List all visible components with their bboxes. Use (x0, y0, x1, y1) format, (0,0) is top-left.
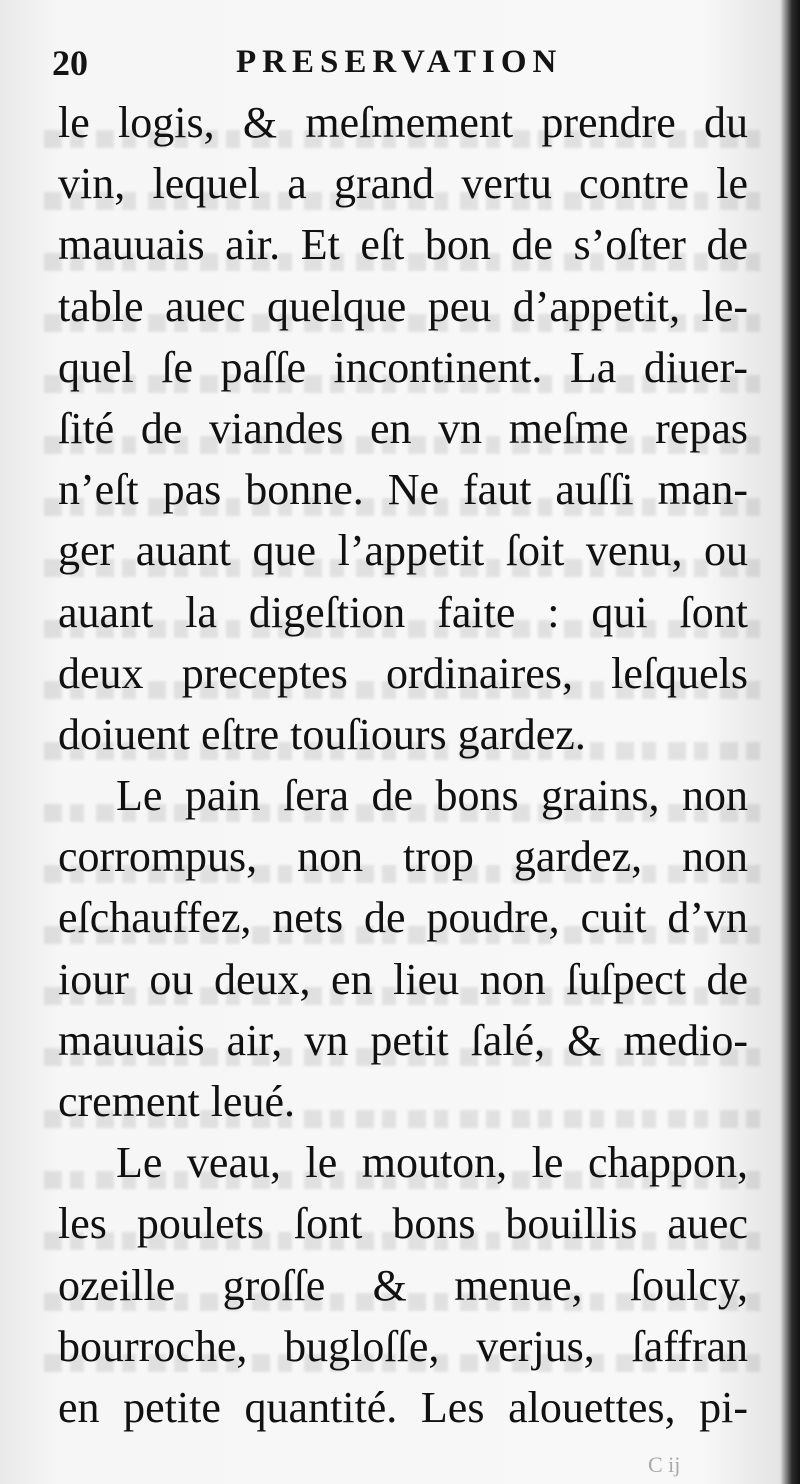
text-line: vin, lequel a grand vertu contre le (58, 159, 748, 209)
paragraph-start-line: Le veau, le mouton, le chappon, (116, 1138, 748, 1188)
running-head: PRESERVATION (236, 44, 563, 80)
page-header (50, 42, 750, 92)
text-line: auant la digeſtion faite : qui ſont (58, 587, 748, 637)
text-line: table auec quelque peu d’appetit, le- (58, 281, 748, 331)
text-line: les poulets ſont bons bouillis auec (58, 1199, 748, 1249)
page-number: 20 (52, 43, 88, 83)
text-line: le logis, & meſmement prendre du (58, 98, 748, 147)
text-line: eſchauffez, nets de poudre, cuit d’vn (58, 893, 748, 943)
body-text (58, 92, 748, 1438)
text-line: crement leué. (58, 1077, 295, 1126)
text-line: ozeille groſſe & menue, ſoulcy, (58, 1260, 748, 1310)
text-line: ger auant que l’appetit ſoit venu, ou (58, 526, 748, 576)
text-line: deux preceptes ordinaires, leſquels (58, 648, 748, 698)
text-line: corrompus, non trop gardez, non (58, 832, 748, 882)
text-line: mauuais air, vn petit ſalé, & medio- (58, 1015, 748, 1065)
text-line: n’eſt pas bonne. Ne faut auſſi man- (58, 465, 748, 515)
text-line: doiuent eſtre touſiours gardez. (58, 709, 586, 759)
text-line: quel ſe paſſe incontinent. La diuer- (58, 342, 748, 392)
text-line: bourroche, bugloſſe, verjus, ſaffran (58, 1321, 748, 1371)
text-line: ſité de viandes en vn meſme repas (58, 403, 748, 453)
paragraph-start-line: Le pain ſera de bons grains, non (116, 771, 748, 821)
text-line: en petite quantité. Les alouettes, pi- (58, 1382, 748, 1432)
text-line: mauuais air. Et eſt bon de s’oſter de (58, 220, 748, 270)
signature-mark: C ij (648, 1452, 681, 1477)
text-line: iour ou deux, en lieu non ſuſpect de (58, 954, 748, 1004)
